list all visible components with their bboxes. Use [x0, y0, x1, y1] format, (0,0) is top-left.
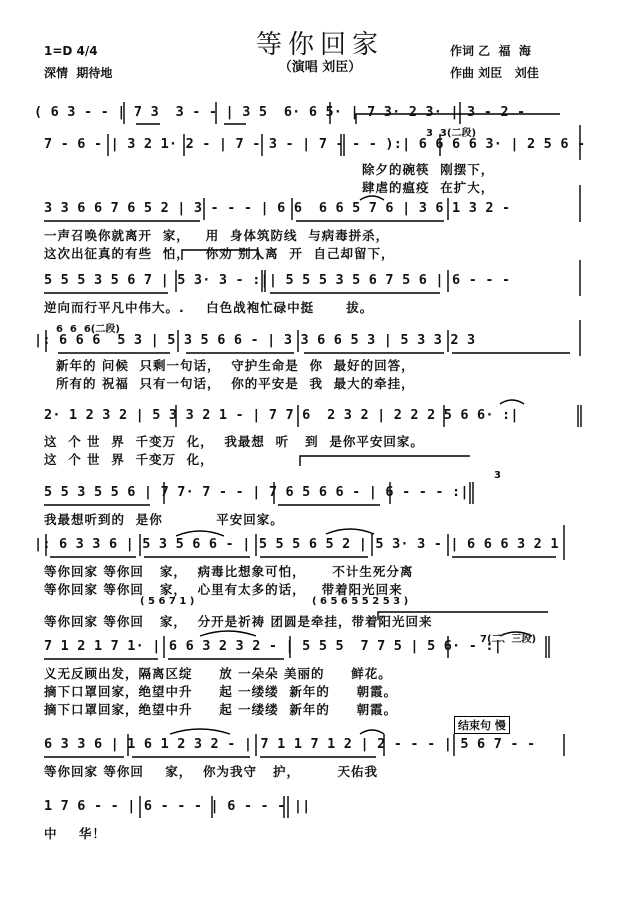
- lyric-line-6: 新年的 问候 只剩一句话， 守护生命是 你 最好的回答，: [56, 358, 415, 373]
- paren-notes-b: ( 6 5 6 5 5 2 5 3 ): [312, 596, 409, 607]
- lyric-line-1: 除夕的碗筷 刚摆下，: [362, 162, 495, 177]
- lyric-line-8: 这 个 世 界 千变万 化， 我最想 听 到 是你平安回家。: [44, 434, 424, 449]
- notation-row-10: 6 3 3 6 | 1 6 1 2 3 2 - | 7 1 1 7 1 2 | 2 - - - | 5 6 7 - -: [44, 736, 536, 752]
- notation-row-7: 5 5 3 5 5 6 | 7 7· 7 - - | 7 6 5 6 6 - | 6 - - - :|: [44, 484, 469, 500]
- singer-credit: （演唱 刘臣）: [278, 60, 362, 75]
- lyric-line-7: 所有的 祝福 只有一句话， 你的平安是 我 最大的牵挂，: [56, 376, 415, 391]
- lyric-line-13: 等你回家 等你回 家， 分开是祈祷 团圆是牵挂，带着阳光回来: [44, 614, 433, 629]
- lyric-line-14: 义无反顾出发，隔离区绽 放 一朵朵 美丽的 鲜花。: [44, 666, 392, 681]
- notation-row-1: ( 6 3 - - | 7 3 3 - - | 3 5 6· 6 5· | 7 3· 2 3· | 3 - 2 -: [34, 104, 526, 120]
- lyric-line-2: 肆虐的瘟疫 在扩大，: [362, 180, 495, 195]
- lyric-line-9: 这 个 世 界 千变万 化，: [44, 452, 214, 467]
- composer-credit: 作曲 刘臣 刘佳: [450, 66, 539, 80]
- notation-row-6: 2· 1 2 3 2 | 5 3 3 2 1 - | 7 7 6 2 3 2 | 2 2 2 5 6 6· :|: [44, 407, 519, 423]
- notation-row-2: 7 - 6 - | 3 2 1· 2 - | 7 - 3 - | 7 - - - ):| 6 6 6 6 3· | 2 5 6 -: [44, 136, 586, 152]
- lyric-line-18: 中 华！: [44, 826, 106, 841]
- notation-row-3: 3 3 6 6 7 6 5 2 | 3 - - - | 6 6 6 6 5 7 6 | 3 6 1 3 2 -: [44, 200, 511, 216]
- verse-mark: 7(二、三段): [480, 634, 537, 645]
- lyric-line-3: 一声召唤你就离开 家， 用 身体筑防线 与病毒拼杀，: [44, 228, 390, 243]
- lyric-line-17: 等你回家 等你回 家， 你为我守 护， 天佑我: [44, 764, 378, 779]
- paren-notes-a: ( 5 6 7 1 ): [140, 596, 195, 607]
- notation-row-8: |: 6 3 3 6 | 5 3 5 6 6 - | 5 5 5 6 5 2 | 5 3· 3 - | 6 6 6 3 2 1: [34, 536, 559, 552]
- second-verse-mark-1: 3 3(二段): [426, 128, 477, 139]
- notation-row-5: |: 6 6 6 5 3 | 5 3 5 6 6 - | 3 3 6 6 5 3 | 5 3 3 2 3: [34, 332, 476, 348]
- ending-mark: 结束句 慢: [454, 716, 510, 734]
- second-verse-mark-2: 6 6 6(二段): [56, 324, 120, 335]
- song-title: 等你回家: [255, 30, 384, 60]
- notation-row-4: 5 5 5 3 5 6 7 | 5 3· 3 - :|| 5 5 5 3 5 6 7 5 6 | 6 - - -: [44, 272, 511, 288]
- lyric-line-5: 逆向而行平凡中伟大。. 白色战袍忙碌中挺 拔。: [44, 300, 374, 315]
- top-note-mark: 3: [494, 470, 501, 481]
- mood-marking: 深情 期待地: [44, 66, 113, 80]
- lyric-line-12: 等你回家 等你回 家， 心里有太多的话， 带着阳光回来: [44, 582, 403, 597]
- lyricist-credit: 作词 乙 福 海: [450, 44, 531, 58]
- lyric-line-15: 摘下口罩回家，绝望中升 起 一缕缕 新年的 朝霞。: [44, 684, 398, 699]
- lyric-line-10: 我最想听到的 是你 平安回家。: [44, 512, 284, 527]
- notation-row-9: 7 1 2 1 7 1· | 6 6 3 2 3 2 - | 5 5 5 7 7 5 | 5 6· - :|: [44, 638, 503, 654]
- lyric-line-16: 摘下口罩回家，绝望中升 起 一缕缕 新年的 朝霞。: [44, 702, 398, 717]
- lyric-line-11: 等你回家 等你回 家， 病毒比想象可怕， 不计生死分离: [44, 564, 414, 579]
- lyric-line-4: 这次出征真的有些 怕， 你劝 别人离 开 自己却留下，: [44, 246, 395, 261]
- key-signature: 1=D 4/4: [44, 44, 98, 58]
- notation-row-11: 1 7 6 - - | 6 - - - | 6 - - - ||: [44, 798, 311, 814]
